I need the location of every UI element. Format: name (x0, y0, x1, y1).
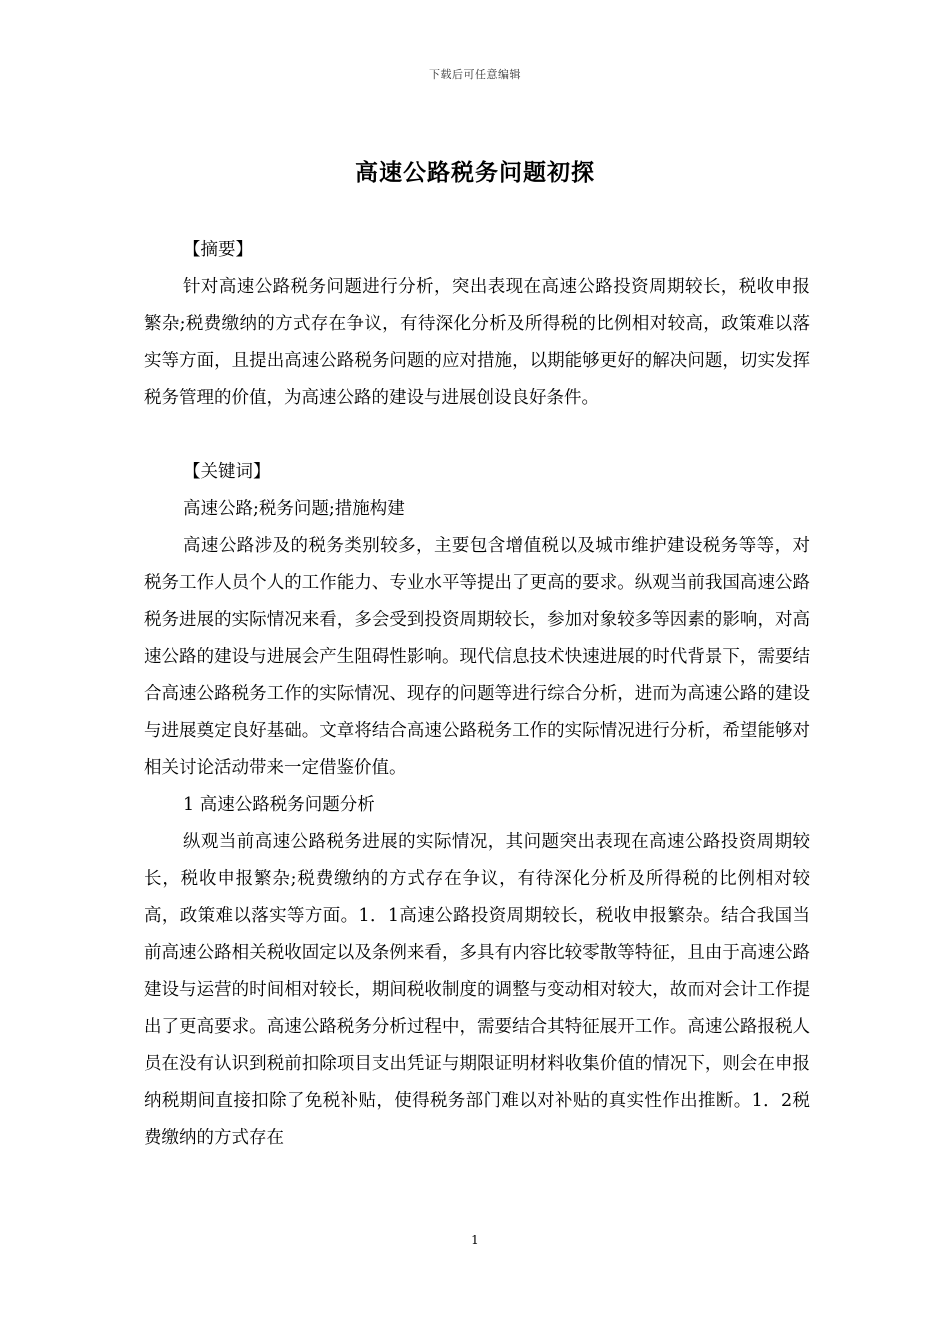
document-title: 高速公路税务问题初探 (355, 159, 595, 186)
keywords-heading: 【关键词】 (183, 462, 271, 482)
paragraph-spacer (144, 417, 810, 454)
abstract-text: 针对高速公路税务问题进行分析，突出表现在高速公路投资周期较长，税收申报繁杂;税费缴纳的方式存在争议，有待深化分析及所得税的比例相对较高，政策难以落实等方面，且提出高速公路税务问题的应对措施，以期能够更好的解决问题，切实发挥税务管理的价值，为高速公路的建设与进展创设良好条件。 (144, 277, 810, 408)
header-note: 下载后可任意编辑 (429, 68, 521, 81)
intro-paragraph: 高速公路涉及的税务类别较多，主要包含增值税以及城市维护建设税务等等，对税务工作人员个人的工作能力、专业水平等提出了更高的要求。纵观当前我国高速公路税务进展的实际情况来看，多会受到投资周期较长，参加对象较多等因素的影响，对高速公路的建设与进展会产生阻碍性影响。现代信息技术快速进展的时代背景下，需要结合高速公路税务工作的实际情况、现存的问题等进行综合分析，进而为高速公路的建设与进展奠定良好基础。文章将结合高速公路税务工作的实际情况进行分析，希望能够对相关讨论活动带来一定借鉴价值。 (144, 536, 810, 778)
page-number: 1 (471, 1233, 479, 1247)
section-1-paragraph: 纵观当前高速公路税务进展的实际情况，其问题突出表现在高速公路投资周期较长，税收申报繁杂;税费缴纳的方式存在争议，有待深化分析及所得税的比例相对较高，政策难以落实等方面。1．1高速公路投资周期较长，税收申报繁杂。结合我国当前高速公路相关税收固定以及条例来看，多具有内容比较零散等特征，且由于高速公路建设与运营的时间相对较长，期间税收制度的调整与变动相对较大，故而对会计工作提出了更高要求。高速公路税务分析过程中，需要结合其特征展开工作。高速公路报税人员在没有认识到税前扣除项目支出凭证与期限证明材料收集价值的情况下，则会在申报纳税期间直接扣除了免税补贴，使得税务部门难以对补贴的真实性作出推断。1．2税费缴纳的方式存在 (144, 832, 810, 1148)
document-body (144, 232, 810, 1157)
abstract-heading: 【摘要】 (183, 240, 253, 260)
section-1-heading: 1 高速公路税务问题分析 (183, 795, 375, 815)
keywords-text: 高速公路;税务问题;措施构建 (183, 499, 405, 519)
